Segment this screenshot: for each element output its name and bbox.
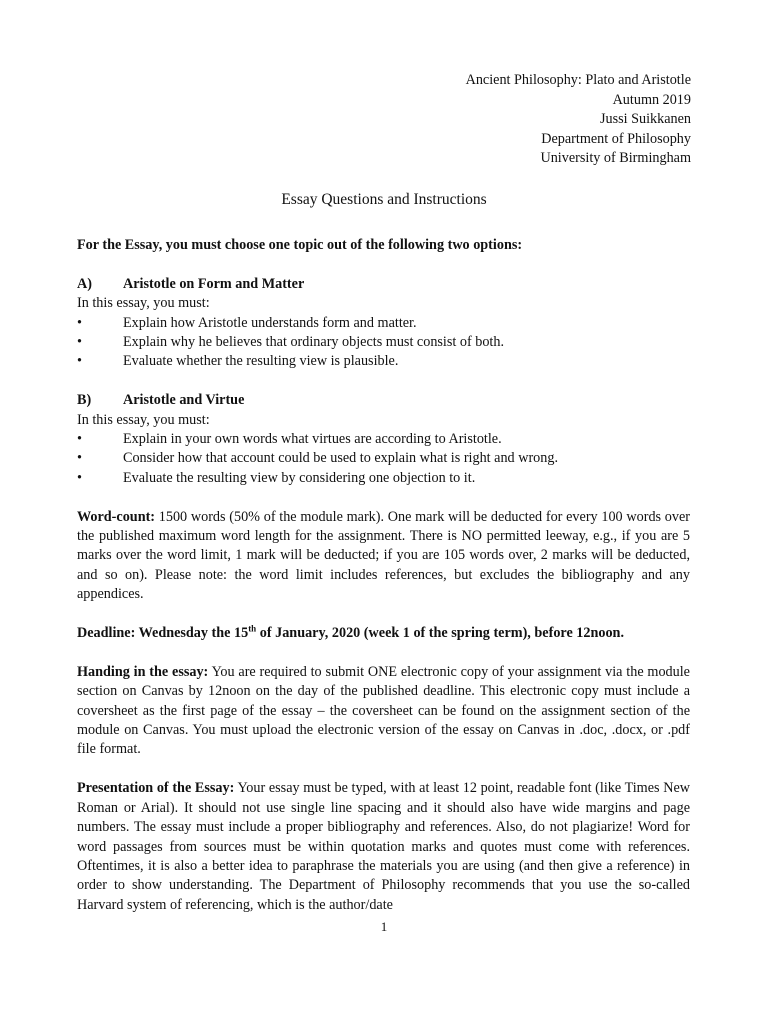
section-a-title: Aristotle on Form and Matter — [123, 275, 305, 292]
header-line-department: Department of Philosophy — [541, 130, 691, 147]
bullet-icon: • — [77, 314, 82, 331]
list-item — [77, 352, 690, 371]
list-item-text: Explain why he believes that ordinary objects must consist of both. — [123, 334, 505, 351]
list-item — [77, 430, 690, 449]
deadline-text-start: Deadline: Wednesday the 15 — [77, 625, 249, 642]
section-b-lead: In this essay, you must: — [77, 411, 210, 428]
section-a-lead: In this essay, you must: — [77, 295, 210, 312]
presentation-label: Presentation of the Essay: — [77, 780, 235, 797]
section-a-letter: A) — [77, 275, 92, 292]
bullet-icon: • — [77, 353, 82, 370]
deadline-ordinal-suffix: th — [248, 623, 257, 634]
list-item — [77, 333, 690, 352]
bullet-icon: • — [77, 431, 82, 448]
list-item-text: Explain in your own words what virtues are according to Aristotle. — [123, 431, 502, 448]
word-count-paragraph — [77, 508, 690, 605]
page-number: 1 — [380, 919, 388, 934]
list-item — [77, 469, 690, 488]
word-count-label: Word-count: — [77, 508, 156, 525]
bullet-icon: • — [77, 334, 82, 351]
handing-in-text: You are required to submit ONE electronic copy of your assignment via the module section on Canvas by 12noon on the day of the published deadline. This electronic copy must include a coversheet as the first page of the essay – the coversheet can be found on the assignment section of the module on Canvas. You must upload the electronic version of the essay on Canvas in .doc, .docx, or .pdf file format. — [77, 663, 690, 758]
list-item — [77, 314, 690, 333]
section-b-title: Aristotle and Virtue — [123, 392, 245, 409]
section-a — [77, 275, 690, 372]
section-b-heading — [77, 391, 690, 410]
header-line-course: Ancient Philosophy: Plato and Aristotle — [465, 72, 691, 88]
handing-in-label: Handing in the essay: — [77, 663, 209, 680]
section-b-letter: B) — [77, 392, 92, 409]
document-body — [77, 236, 690, 915]
list-item — [77, 449, 690, 468]
section-a-heading — [77, 275, 690, 294]
header-line-university: University of Birmingham — [540, 150, 691, 166]
bullet-icon: • — [77, 450, 82, 467]
course-header — [466, 71, 691, 169]
list-item-text: Explain how Aristotle understands form and matter. — [123, 314, 417, 331]
bullet-icon: • — [77, 469, 82, 486]
word-count-text: 1500 words (50% of the module mark). One mark will be deducted for every 100 words over the published maximum word length for the assignment. There is NO permitted leeway, e.g., if you are 5 marks over the word limit, 1 mark will be deducted; if you are 105 words over, 2 marks will be deducted, and so on). Please note: the word limit includes references, but excludes the bibliography and any appendices. — [77, 508, 690, 603]
deadline-paragraph — [77, 624, 690, 643]
list-item-text: Evaluate the resulting view by considering one objection to it. — [123, 469, 476, 486]
presentation-text: Your essay must be typed, with at least 12 point, readable font (like Times New Roman or Arial). It should not use single line spacing and it should also have wide margins and page numbers. The essay must include a proper bibliography and references. Also, do not plagiarize! Word for word passages from sources must be within quotation marks and quotes must come with references. Oftentimes, it is also a better idea to paraphrase the materials you are using (and then give a reference) in order to show understanding. The Department of Philosophy recommends that you use the so-called Harvard system of referencing, which is the author/date — [77, 780, 690, 913]
list-item-text: Evaluate whether the resulting view is plausible. — [123, 353, 399, 370]
presentation-paragraph — [77, 779, 690, 915]
header-line-term: Autumn 2019 — [612, 91, 691, 108]
list-item-text: Consider how that account could be used to explain what is right and wrong. — [123, 450, 558, 467]
deadline-text-end: of January, 2020 (week 1 of the spring term), before 12noon. — [256, 625, 624, 642]
header-line-lecturer: Jussi Suikkanen — [599, 111, 691, 127]
intro-instruction: For the Essay, you must choose one topic out of the following two options: — [77, 237, 523, 253]
handing-in-paragraph — [77, 663, 690, 760]
section-b — [77, 391, 690, 488]
document-title: Essay Questions and Instructions — [281, 191, 487, 208]
